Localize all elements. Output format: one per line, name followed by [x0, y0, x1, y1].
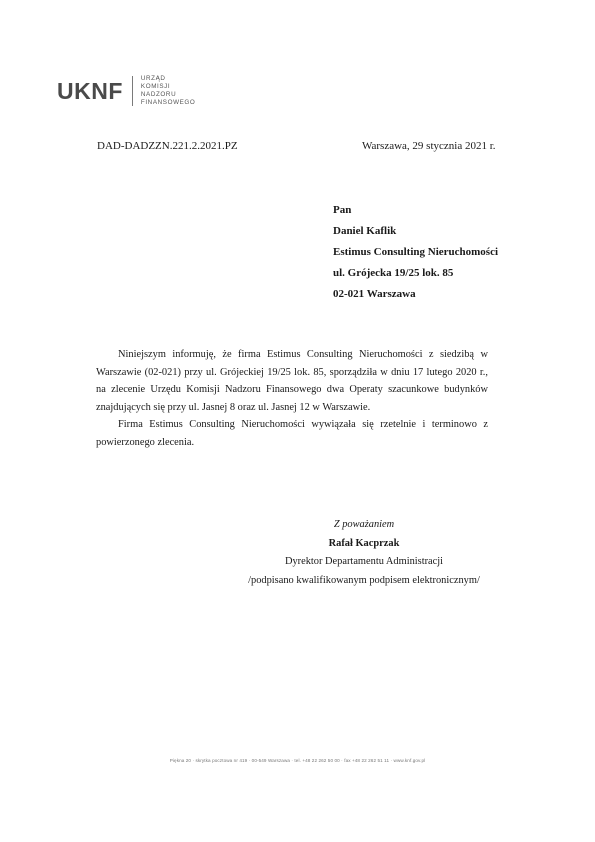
logo-wordmark — [141, 75, 196, 107]
footer-contact: Piękna 20 · skrytka pocztowa nr 419 · 00-549 Warszawa · tel. +48 22 262 50 00 · fax +48 22 262 51 11 · www.knf.gov.pl — [169, 758, 426, 763]
reference-number: DAD-DADZZN.221.2.2021.PZ — [97, 140, 238, 152]
body-paragraph: Niniejszym informuję, że firma Estimus Consulting Nieruchomości z siedzibą w Warszawie (02-021) przy ul. Grójeckiej 19/25 lok. 85, sporządziła w dniu 17 lutego 2020 r., na zlecenie Urzędu Komisji Nadzoru Finansowego dwa Operaty szacunkowe budynków znajdujących się przy ul. Jasnej 8 oraz ul. Jasnej 12 w Warszawie. — [96, 349, 488, 413]
recipient-street: ul. Grójecka 19/25 lok. 85 — [333, 267, 454, 279]
recipient-salutation: Pan — [333, 204, 352, 216]
uknf-logo — [57, 75, 195, 107]
closing-block — [248, 516, 480, 590]
logo-divider — [132, 76, 133, 106]
recipient-block — [333, 200, 498, 305]
recipient-city: 02-021 Warszawa — [333, 288, 416, 300]
closing-greeting: Z poważaniem — [333, 519, 395, 530]
place-date: Warszawa, 29 stycznia 2021 r. — [362, 140, 496, 152]
logo-line: NADZORU — [140, 91, 177, 98]
signatory-name: Rafał Kacprzak — [328, 537, 400, 549]
body-paragraph: Firma Estimus Consulting Nieruchomości wywiązała się rzetelnie i terminowo z powierzonego zlecenia. — [96, 419, 488, 448]
logo-mark: UKNF — [57, 77, 123, 104]
letter-body — [96, 346, 488, 452]
signature-note: /podpisano kwalifikowanym podpisem elektronicznym/ — [248, 574, 480, 586]
recipient-company: Estimus Consulting Nieruchomości — [333, 246, 499, 258]
logo-line: FINANSOWEGO — [140, 99, 196, 106]
signatory-title: Dyrektor Departamentu Administracji — [284, 556, 444, 567]
logo-line: URZĄD — [140, 75, 166, 82]
logo-line: KOMISJI — [140, 83, 171, 90]
recipient-name: Daniel Kaflik — [333, 225, 397, 237]
